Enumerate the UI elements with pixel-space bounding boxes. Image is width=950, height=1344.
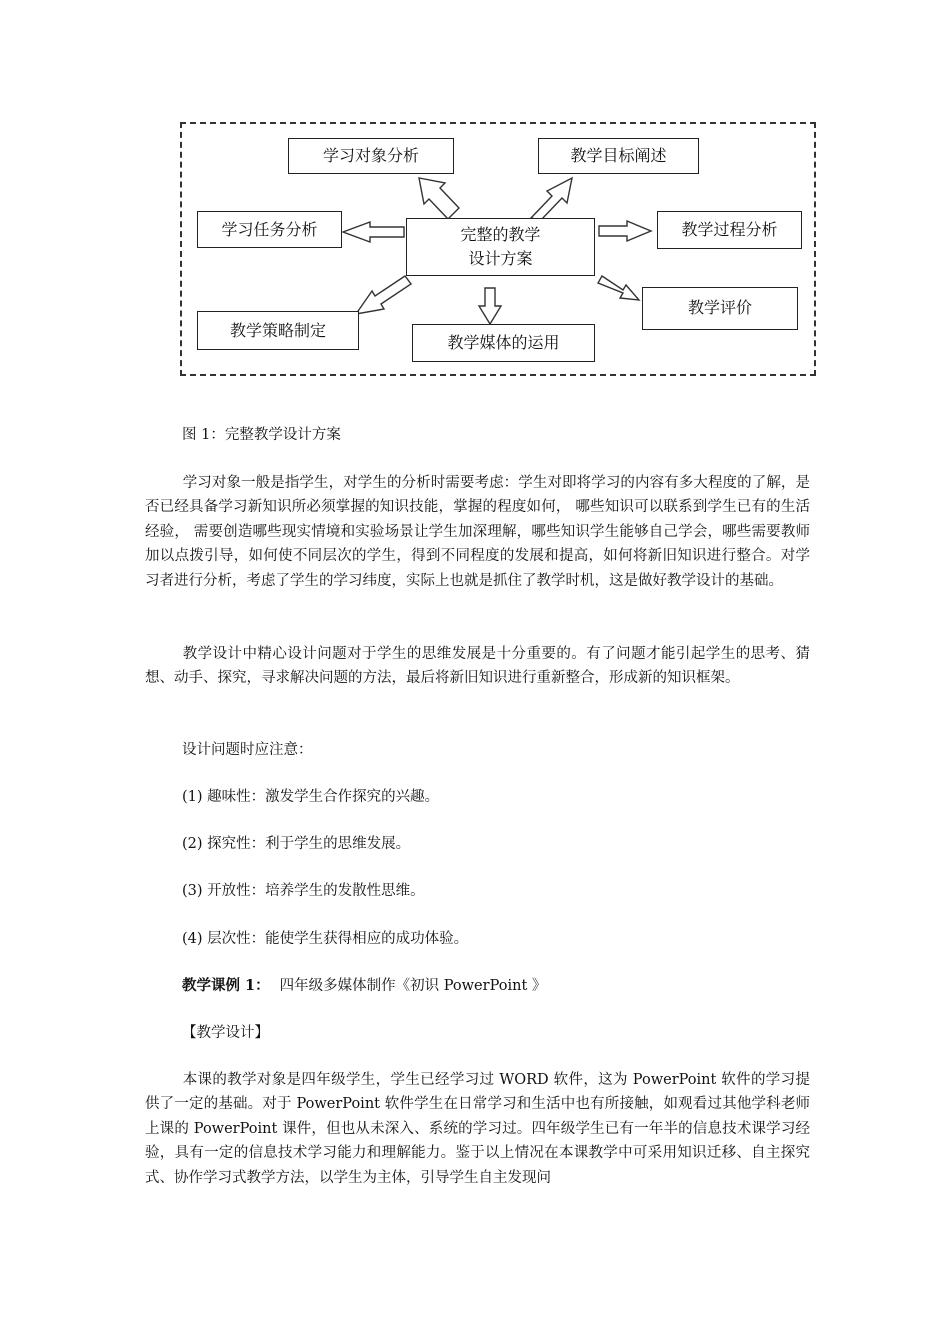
node-evaluation: 教学评价 <box>642 287 798 330</box>
note-item-2: (2) 探究性：利于学生的思维发展。 <box>182 836 411 852</box>
note-item-4: (4) 层次性：能使学生获得相应的成功体验。 <box>182 931 469 947</box>
note-item-3: (3) 开放性：培养学生的发散性思维。 <box>182 883 425 899</box>
figure-caption: 图 1：完整教学设计方案 <box>182 427 341 443</box>
notes-heading: 设计问题时应注意： <box>182 742 313 758</box>
example-label: 教学课例 1： <box>182 977 270 994</box>
center-line-1: 完整的教学 <box>460 225 541 244</box>
node-learner-analysis: 学习对象分析 <box>288 138 454 174</box>
example-heading <box>182 974 546 998</box>
paragraph-learner: 学习对象一般是指学生，对学生的分析时需要考虑：学生对即将学习的内容有多大程度的了解，是否已经具备学习新知识所必须掌握的知识技能，掌握的程度如何， 哪些知识可以联系到学生已有的生活经验， 需要创造哪些现实情境和实验场景让学生加深理解，哪些知识学生能够自己学会，哪些需要教师加以点拨引导，如何使不同层次的学生，得到不同程度的发展和提高，如何将新旧知识进行整合。对学习者进行分析，考虑了学生的学习纬度，实际上也就是抓住了教学时机，这是做好教学设计的基础。 <box>145 475 810 589</box>
paragraph-lesson-design: 本课的教学对象是四年级学生，学生已经学习过 WORD 软件，这为 PowerPoint 软件的学习提供了一定的基础。对于 PowerPoint 软件学生在日常学习和生活中也有所接触，如观看过其他学科老师上课的 PowerPoint 课件，但也从未深入、系统的学习过。四年级学生已有一年半的信息技术课学习经验，具有一定的信息技术学习能力和理解能力。鉴于以上情况在本课教学中可采用知识迁移、自主探究式、协作学习式教学方法，以学生为主体，引导学生自主发现问 <box>145 1072 810 1186</box>
node-task-analysis: 学习任务分析 <box>197 211 342 248</box>
node-process-analysis: 教学过程分析 <box>657 211 802 249</box>
paragraph-questions: 教学设计中精心设计问题对于学生的思维发展是十分重要的。有了问题才能引起学生的思考、猜想、动手、探究，寻求解决问题的方法，最后将新旧知识进行重新整合，形成新的知识框架。 <box>145 646 810 687</box>
node-media: 教学媒体的运用 <box>412 324 595 362</box>
node-objectives: 教学目标阐述 <box>538 138 699 174</box>
note-item-1: (1) 趣味性：激发学生合作探究的兴趣。 <box>182 789 440 805</box>
design-heading: 【教学设计】 <box>182 1025 269 1041</box>
node-strategy: 教学策略制定 <box>197 311 359 350</box>
center-line-2: 设计方案 <box>468 249 533 268</box>
example-title: 四年级多媒体制作《初识 PowerPoint 》 <box>279 978 547 994</box>
node-center-plan <box>406 218 595 276</box>
